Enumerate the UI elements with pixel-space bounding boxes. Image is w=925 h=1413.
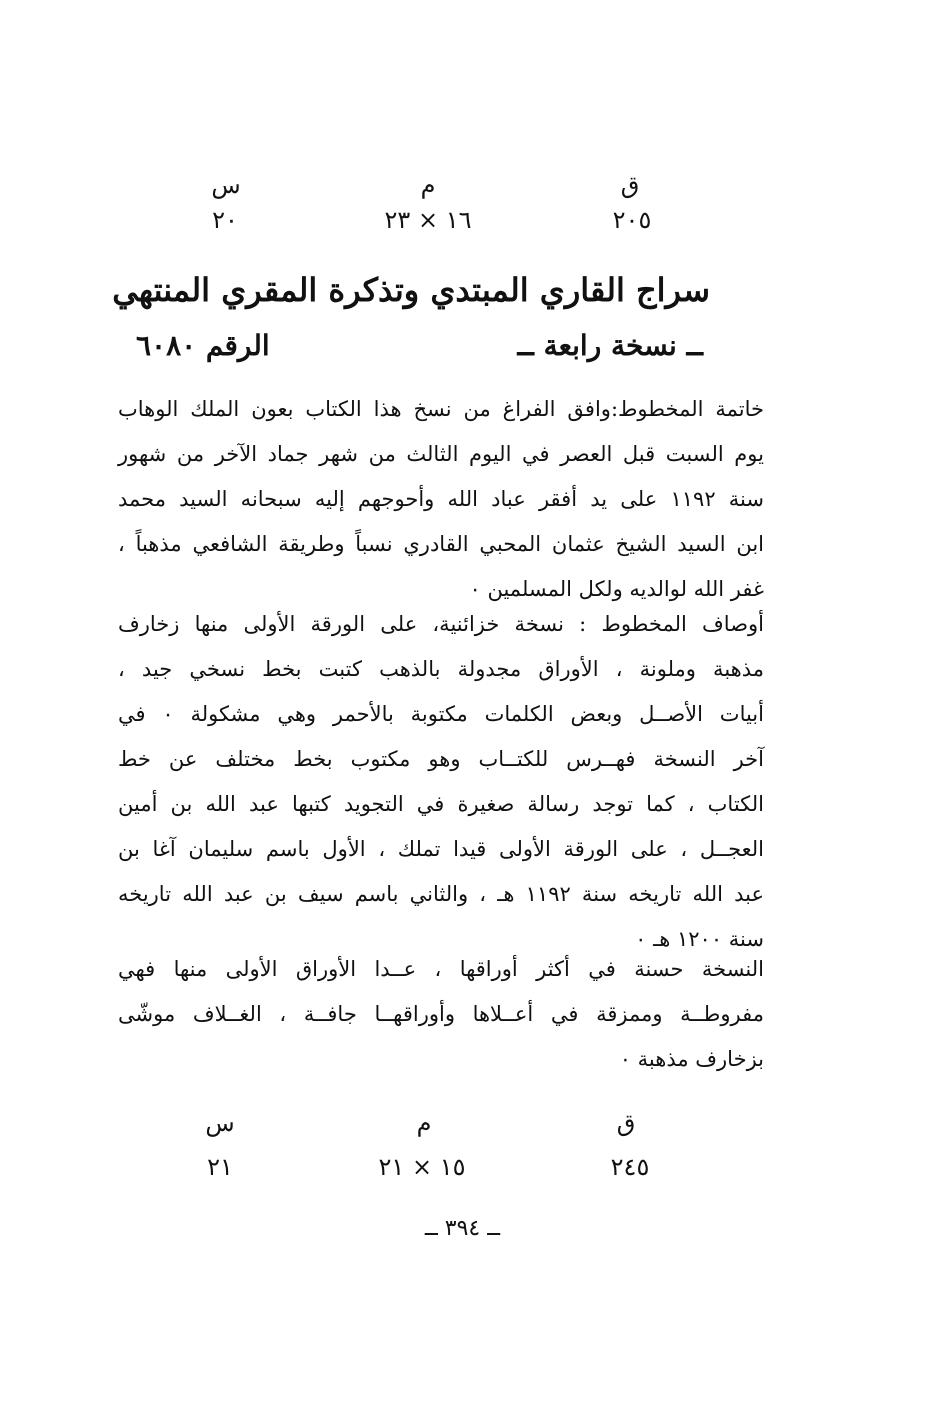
paragraph-line: خاتمة المخطوط:وافق الفراغ من نسخ هذا الكتاب بعون الملك الوهاب [118, 397, 764, 421]
page-number: ــ ٣٩٤ ــ [424, 1216, 501, 1241]
top-stat-value-q: ٢٠٥ [612, 206, 652, 234]
bottom-stat-value-s: ٢١ [207, 1153, 233, 1181]
paragraph-line: بزخارف مذهبة ٠ [619, 1047, 764, 1071]
copy-label: ــ نسخة رابعة ــ [517, 329, 703, 362]
paragraph-description [118, 602, 764, 962]
manuscript-title: سراج القاري المبتدي وتذكرة المقري المنتهي [112, 271, 710, 309]
paragraph-line: أوصاف المخطوط : نسخة خزائنية، على الورقة الأولى منها زخارف [118, 612, 764, 636]
bottom-stats-labels [0, 1108, 925, 1138]
paragraph-line: يوم السبت قبل العصر في اليوم الثالث من شهر جماد الآخر من شهور [118, 442, 764, 466]
paragraph-line: آخر النسخة فهــرس للكتــاب وهو مكتوب بخط مختلف عن خط [118, 747, 764, 771]
top-stat-label-q: ق [620, 171, 640, 199]
paragraph-line: ابن السيد الشيخ عثمان المحبي القادري نسباً وطريقة الشافعي مذهباً ، [118, 532, 764, 556]
bottom-stat-label-q: ق [616, 1109, 636, 1137]
paragraph-line: عبد الله تاريخه سنة ١١٩٢ هـ ، والثاني باسم سيف بن عبد الله تاريخه [118, 882, 764, 906]
paragraph-line: غفر الله لوالديه ولكل المسلمين ٠ [469, 577, 764, 601]
top-stat-label-s: س [211, 171, 241, 199]
top-stats-labels [0, 170, 925, 200]
paragraph-line: أبيات الأصــل وبعض الكلمات مكتوبة بالأحمر وهي مشكولة ٠ في [118, 702, 764, 726]
paragraph-line: النسخة حسنة في أكثر أوراقها ، عــدا الأوراق الأولى منها فهي [118, 957, 764, 981]
paragraph-line: مذهبة وملونة ، الأوراق مجدولة بالذهب كتبت بخط نسخي جيد ، [118, 657, 764, 681]
paragraph-colophon [118, 387, 764, 612]
paragraph-line: مفروطــة وممزقة في أعــلاها وأوراقهــا جافــة ، الغــلاف موشّى [118, 1002, 764, 1026]
bottom-stat-label-s: س [205, 1109, 235, 1137]
paragraph-line: سنة ١٢٠٠ هـ ٠ [635, 927, 764, 951]
bottom-stats-values [0, 1152, 925, 1182]
top-stats-values [0, 205, 925, 235]
bottom-stat-value-m: ١٥ × ٢١ [378, 1153, 466, 1181]
top-stat-value-m: ١٦ × ٢٣ [384, 206, 472, 234]
top-stat-label-m: م [420, 171, 436, 199]
bottom-stat-label-m: م [416, 1109, 432, 1137]
top-stat-value-s: ٢٠ [212, 206, 238, 234]
catalogue-number: الرقم ٦٠٨٠ [136, 329, 270, 362]
paragraph-line: الكتاب ، كما توجد رسالة صغيرة في التجويد كتبها عبد الله بن أمين [118, 792, 764, 816]
paragraph-condition [118, 947, 764, 1082]
paragraph-line: العجــل ، على الورقة الأولى قيدا تملك ، الأول باسم سليمان آغا بن [118, 837, 764, 861]
bottom-stat-value-q: ٢٤٥ [610, 1153, 650, 1181]
paragraph-line: سنة ١١٩٢ على يد أفقر عباد الله وأحوجهم إليه سبحانه السيد محمد [118, 487, 764, 511]
